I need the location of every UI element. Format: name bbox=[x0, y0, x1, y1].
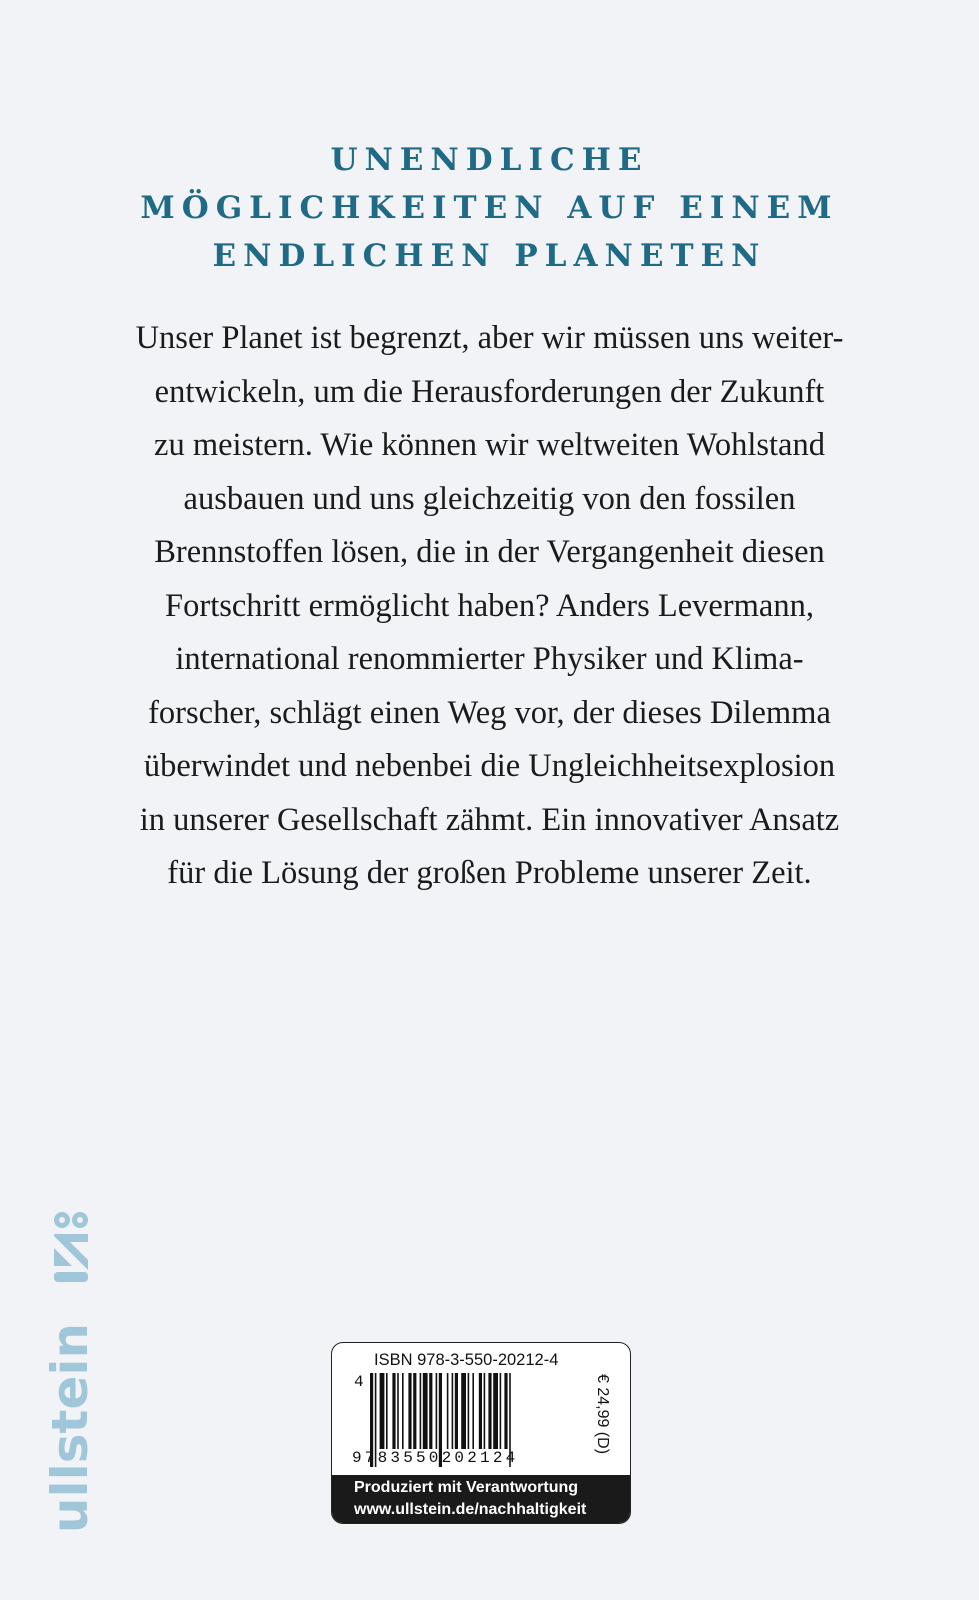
barcode-bar bbox=[484, 1373, 486, 1449]
barcode-bar bbox=[429, 1373, 432, 1449]
publisher-logo bbox=[40, 1220, 100, 1560]
sustainability-line-2: www.ullstein.de/nachhaltigkeit bbox=[354, 1501, 587, 1518]
price-label bbox=[582, 1371, 622, 1457]
blurb-line: überwindet und nebenbei die Ungleichheitsexplosion bbox=[143, 748, 836, 784]
barcode-bar bbox=[447, 1373, 449, 1449]
blurb-line: entwickeln, um die Herausforderungen der Zukunft bbox=[154, 373, 825, 410]
barcode-bar bbox=[472, 1373, 474, 1449]
barcode-bar bbox=[380, 1373, 385, 1449]
headline-line-1: UNENDLICHE bbox=[330, 142, 649, 178]
blurb-line: zu meistern. Wie können wir weltweiten Wohlstand bbox=[154, 427, 825, 463]
headline-line-3: ENDLICHEN PLANETEN bbox=[212, 238, 767, 274]
barcode-bar bbox=[455, 1373, 458, 1449]
barcode-bar bbox=[392, 1373, 395, 1449]
barcode-bar bbox=[493, 1373, 498, 1449]
price-text: € 24,99 (D) bbox=[594, 1373, 611, 1455]
blurb-line: Fortschritt ermöglicht haben? Anders Levermann, bbox=[165, 587, 814, 624]
sustainability-line-1: Produziert mit Verantwortung bbox=[354, 1479, 579, 1496]
barcode-bar bbox=[397, 1373, 399, 1449]
blurb-line: für die Lösung der großen Probleme unserer Zeit. bbox=[167, 855, 812, 891]
blurb-text bbox=[60, 312, 919, 901]
barcode-bar bbox=[461, 1373, 466, 1449]
barcode-bar bbox=[402, 1373, 404, 1449]
publisher-name: ullstein bbox=[41, 1322, 99, 1534]
barcode-bar bbox=[413, 1373, 416, 1449]
barcode-bar bbox=[468, 1373, 470, 1449]
blurb-line: Brennstoffen lösen, die in der Vergangenheit diesen bbox=[154, 534, 825, 570]
barcode-label bbox=[331, 1342, 631, 1524]
blurb-line: forscher, schlägt einen Weg vor, der dieses Dilemma bbox=[148, 694, 831, 731]
blurb-line: ausbauen und uns gleichzeitig von den fossilen bbox=[183, 480, 796, 517]
barcode-bar bbox=[386, 1373, 388, 1449]
headline bbox=[0, 136, 979, 280]
barcode-bar bbox=[452, 1373, 454, 1449]
isbn-text: ISBN 978-3-550-20212-4 bbox=[374, 1351, 559, 1369]
barcode-bar bbox=[436, 1373, 438, 1449]
blurb-line: Unser Planet ist begrenzt, aber wir müssen uns weiter- bbox=[135, 320, 844, 356]
blurb-line: in unserer Gesellschaft zähmt. Ein innovativer Ansatz bbox=[139, 801, 840, 838]
headline-line-2: MÖGLICHKEITEN AUF EINEM bbox=[140, 190, 839, 226]
barcode-addon-digit: 4 bbox=[354, 1373, 364, 1391]
barcode-bar bbox=[504, 1373, 507, 1449]
barcode-bar bbox=[423, 1373, 428, 1449]
barcode-bar bbox=[420, 1373, 422, 1449]
barcode-digits: 9783550202124 bbox=[352, 1449, 519, 1467]
owl-icon bbox=[50, 1208, 92, 1286]
barcode-bar bbox=[408, 1373, 411, 1449]
barcode-bar bbox=[488, 1373, 491, 1449]
barcode-bar bbox=[479, 1373, 482, 1449]
sustainability-band bbox=[332, 1475, 630, 1523]
blurb-line: international renommierter Physiker und Klima- bbox=[175, 641, 804, 677]
barcode-bar bbox=[500, 1373, 502, 1449]
